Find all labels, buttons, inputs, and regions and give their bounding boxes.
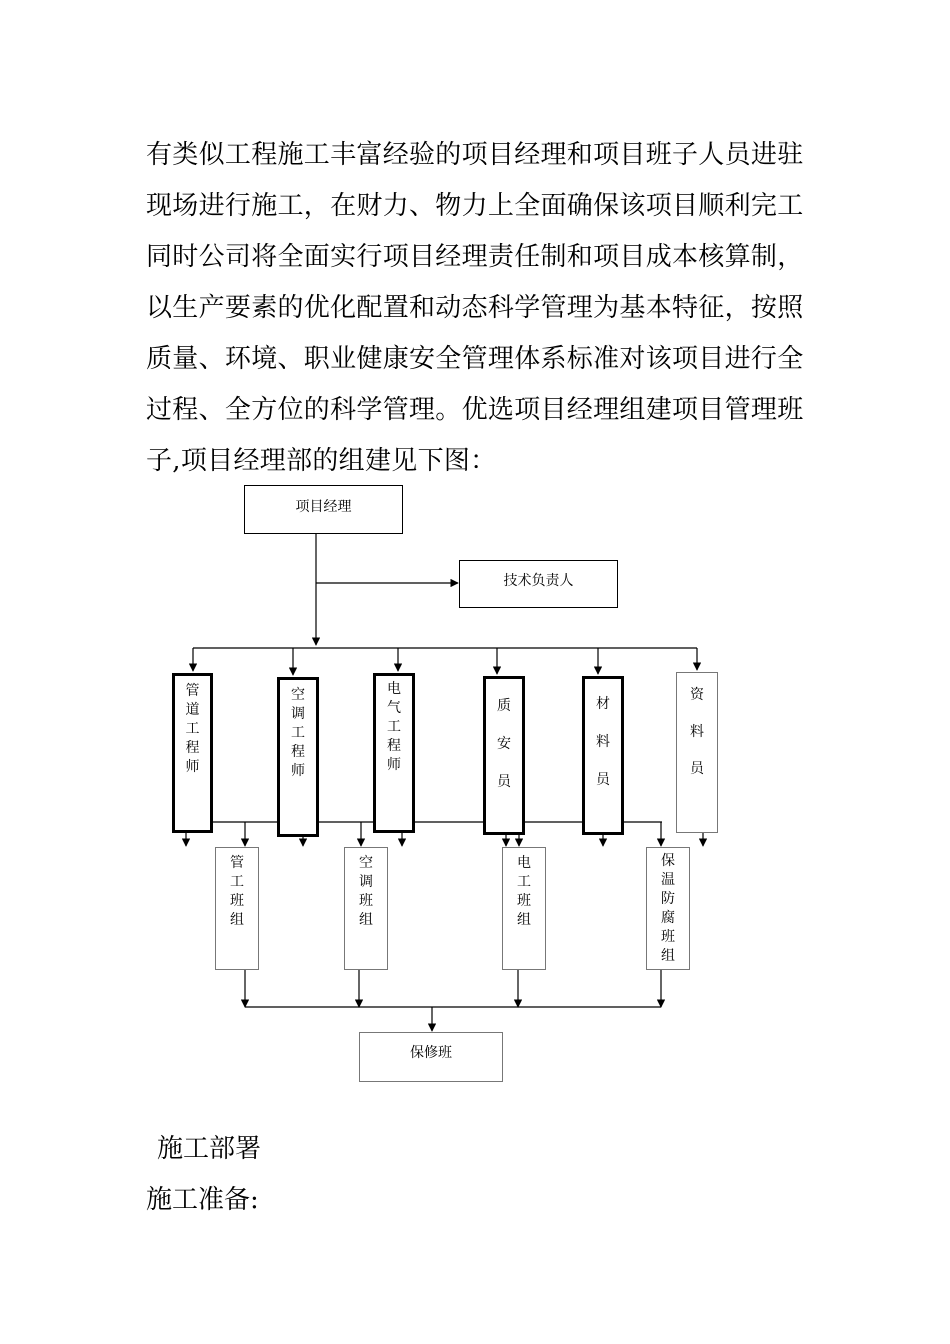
team-char: 空 bbox=[359, 855, 373, 871]
role-box-safety-officer bbox=[483, 676, 525, 835]
section-heading: 施工部署 bbox=[157, 1134, 262, 1164]
team-box-hvac bbox=[344, 847, 388, 970]
role-char: 师 bbox=[387, 757, 401, 773]
role-char: 管 bbox=[185, 683, 200, 699]
project-manager-label: 项目经理 bbox=[295, 499, 352, 515]
role-box-electrical-engineer bbox=[373, 673, 415, 833]
paragraph-line: 同时公司将全面实行项目经理责任制和项目成本核算制， bbox=[146, 242, 804, 272]
role-char: 程 bbox=[291, 744, 305, 760]
role-char: 师 bbox=[185, 759, 200, 775]
role-char: 员 bbox=[596, 772, 610, 788]
paragraph-line: 以生产要素的优化配置和动态科学管理为基本特征，按照 bbox=[146, 293, 804, 323]
team-char: 组 bbox=[230, 912, 244, 928]
role-char: 资 bbox=[690, 687, 704, 703]
role-char: 工 bbox=[387, 719, 401, 735]
role-char: 气 bbox=[387, 700, 401, 716]
team-char: 电 bbox=[517, 855, 531, 871]
paragraph-line: 子,项目经理部的组建见下图： bbox=[146, 446, 497, 476]
role-char: 程 bbox=[387, 738, 401, 754]
role-char: 程 bbox=[185, 740, 200, 756]
team-box-electrical bbox=[502, 847, 546, 970]
team-char: 工 bbox=[517, 874, 531, 890]
role-box-documents-officer bbox=[676, 672, 718, 833]
role-char: 师 bbox=[291, 763, 305, 779]
role-box-hvac-engineer bbox=[277, 677, 319, 837]
team-char: 组 bbox=[517, 912, 531, 928]
role-char: 道 bbox=[185, 702, 200, 718]
tech-lead-label: 技术负责人 bbox=[503, 573, 574, 589]
paragraph-line: 过程、全方位的科学管理。优选项目经理组建项目管理班 bbox=[146, 395, 804, 425]
tech-lead-box bbox=[459, 560, 618, 608]
team-char: 调 bbox=[359, 874, 373, 890]
team-char: 组 bbox=[359, 912, 373, 928]
role-char: 员 bbox=[497, 774, 511, 790]
role-char: 工 bbox=[185, 721, 200, 737]
role-char: 材 bbox=[596, 696, 610, 712]
team-char: 班 bbox=[517, 893, 531, 909]
team-char: 防 bbox=[661, 891, 675, 907]
team-box-pipe bbox=[215, 847, 259, 970]
paragraph-line: 质量、环境、职业健康安全管理体系标准对该项目进行全 bbox=[146, 344, 804, 374]
maintenance-team-label: 保修班 bbox=[410, 1045, 452, 1061]
project-manager-box bbox=[244, 485, 403, 534]
team-char: 班 bbox=[359, 893, 373, 909]
team-char: 组 bbox=[661, 948, 675, 964]
team-box-insulation bbox=[646, 847, 690, 970]
team-char: 班 bbox=[230, 893, 244, 909]
role-char: 调 bbox=[291, 706, 305, 722]
role-box-pipe-engineer bbox=[172, 673, 213, 833]
role-char: 员 bbox=[690, 761, 704, 777]
role-char: 安 bbox=[497, 736, 511, 752]
team-char: 温 bbox=[661, 872, 675, 888]
role-box-materials-officer bbox=[582, 676, 624, 835]
role-char: 料 bbox=[596, 734, 610, 750]
subsection-heading: 施工准备: bbox=[146, 1185, 259, 1215]
team-char: 工 bbox=[230, 874, 244, 890]
paragraph-line: 现场进行施工，在财力、物力上全面确保该项目顺利完工 bbox=[146, 191, 804, 221]
role-char: 质 bbox=[497, 698, 511, 714]
team-char: 保 bbox=[661, 853, 675, 869]
maintenance-team-box bbox=[359, 1032, 503, 1082]
team-char: 管 bbox=[230, 855, 244, 871]
team-char: 班 bbox=[661, 929, 675, 945]
role-char: 料 bbox=[690, 724, 704, 740]
paragraph-line: 有类似工程施工丰富经验的项目经理和项目班子人员进驻 bbox=[146, 140, 804, 170]
role-char: 工 bbox=[291, 725, 305, 741]
role-char: 电 bbox=[387, 681, 401, 697]
team-char: 腐 bbox=[661, 910, 675, 926]
role-char: 空 bbox=[291, 687, 305, 703]
